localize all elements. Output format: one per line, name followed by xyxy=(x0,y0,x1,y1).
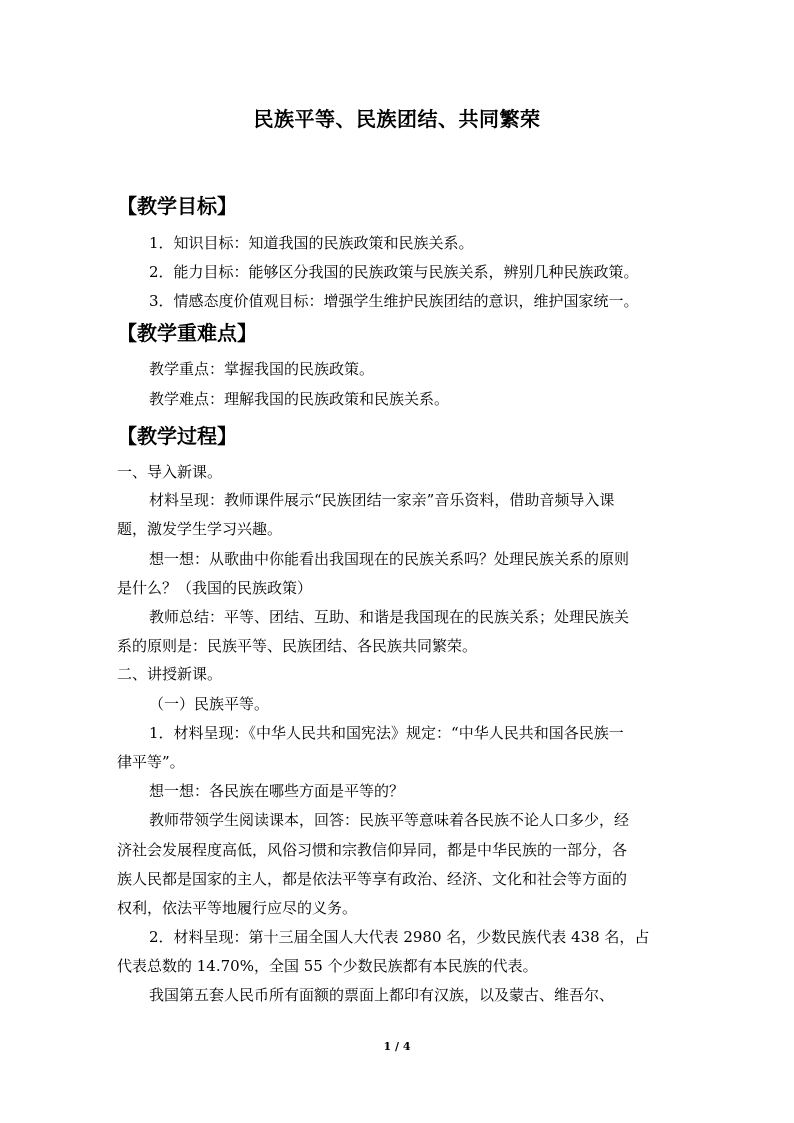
process-line: 济社会发展程度高低，风俗习惯和宗教信仰异同，都是中华民族的一部分，各 xyxy=(117,841,628,859)
process-line: 我国第五套人民币所有面额的票面上都印有汉族，以及蒙古、维吾尔、 xyxy=(149,986,615,1004)
process-line: 一、导入新课。 xyxy=(117,463,223,481)
process-line: 教师总结：平等、团结、互助、和谐是我国现在的民族关系；处理民族关 xyxy=(149,608,630,626)
process-line: 律平等”。 xyxy=(117,753,185,771)
objective-line: 2．能力目标：能够区分我国的民族政策与民族关系，辨别几种民族政策。 xyxy=(149,263,639,281)
section-heading-process: 【教学过程】 xyxy=(117,424,237,448)
process-line: 材料呈现：教师课件展示“民族团结一家亲”音乐资料，借助音频导入课 xyxy=(149,491,615,509)
page-number: 1 / 4 xyxy=(383,1040,411,1053)
objective-line: 3．情感态度价值观目标：增强学生维护民族团结的意识，维护国家统一。 xyxy=(149,292,639,310)
process-line: 二、讲授新课。 xyxy=(117,665,223,683)
process-line: （一）民族平等。 xyxy=(149,695,270,713)
document-title: 民族平等、民族团结、共同繁荣 xyxy=(253,107,541,131)
keypoint-line: 教学难点：理解我国的民族政策和民族关系。 xyxy=(149,390,450,408)
process-line: 权利，依法平等地履行应尽的义务。 xyxy=(117,899,358,917)
process-line: 系的原则是：民族平等、民族团结、各民族共同繁荣。 xyxy=(117,637,478,655)
section-heading-keypoints: 【教学重难点】 xyxy=(117,321,257,345)
process-line: 教师带领学生阅读课本，回答：民族平等意味着各民族不论人口多少，经 xyxy=(149,811,630,829)
process-line: 族人民都是国家的主人，都是依法平等享有政治、经济、文化和社会等方面的 xyxy=(117,870,628,888)
process-line: 1．材料呈现：《中华人民共和国宪法》规定：“中华人民共和国各民族一 xyxy=(149,724,624,742)
process-line: 是什么？（我国的民族政策） xyxy=(117,579,313,597)
process-line: 代表总数的 14.70%，全国 55 个少数民族都有本民族的代表。 xyxy=(117,957,538,975)
process-line: 题，激发学生学习兴趣。 xyxy=(117,520,283,538)
objective-line: 1．知识目标：知道我国的民族政策和民族关系。 xyxy=(149,234,474,252)
keypoint-line: 教学重点：掌握我国的民族政策。 xyxy=(149,360,375,378)
process-line: 想一想：各民族在哪些方面是平等的？ xyxy=(149,782,405,800)
section-heading-objectives: 【教学目标】 xyxy=(117,194,237,218)
process-line: 想一想：从歌曲中你能看出我国现在的民族关系吗？处理民族关系的原则 xyxy=(149,550,630,568)
process-line: 2．材料呈现：第十三届全国人大代表 2980 名，少数民族代表 438 名，占 xyxy=(149,928,650,946)
